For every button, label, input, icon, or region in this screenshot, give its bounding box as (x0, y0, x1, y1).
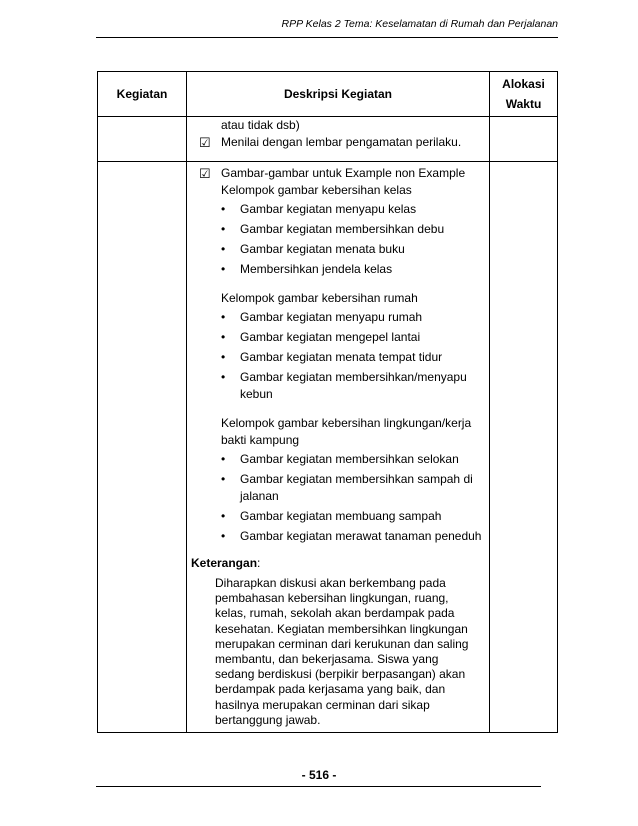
group-list (221, 451, 485, 545)
list-item (221, 471, 485, 505)
alokasi-cell (490, 162, 558, 733)
group-list (221, 309, 485, 403)
checked-box-icon: ☑ (199, 135, 211, 150)
bullet-icon: • (221, 370, 226, 384)
list-item-text: Gambar kegiatan menata buku (240, 242, 405, 256)
list-item (221, 261, 485, 278)
list-item (221, 508, 485, 525)
list-item-text: Gambar kegiatan mengepel lantai (240, 330, 421, 344)
bullet-icon: • (221, 350, 226, 364)
list-item-text: Gambar kegiatan membersihkan debu (240, 222, 445, 236)
bullet-icon: • (221, 472, 226, 486)
keterangan-label-text: Keterangan (191, 556, 258, 570)
footer-divider (96, 786, 541, 787)
bullet-icon: • (221, 222, 226, 236)
check-item-text: Menilai dengan lembar pengamatan perilaku. (221, 135, 462, 149)
checked-box-icon: ☑ (199, 166, 211, 181)
list-item-text: Gambar kegiatan menata tempat tidur (240, 350, 443, 364)
group-title: Kelompok gambar kebersihan lingkungan/kerja bakti kampung (221, 416, 472, 447)
list-item-text: Gambar kegiatan membuang sampah (240, 509, 442, 523)
list-item (221, 369, 485, 403)
header-alokasi-line2: Waktu (505, 97, 542, 111)
list-item (221, 329, 485, 346)
check-item-text: Gambar-gambar untuk Example non Example (221, 166, 466, 180)
bullet-icon: • (221, 330, 226, 344)
continued-text: atau tidak dsb) (221, 118, 300, 132)
group-title: Kelompok gambar kebersihan rumah (221, 291, 418, 305)
header-alokasi-line1: Alokasi (502, 77, 545, 91)
group-title: Kelompok gambar kebersihan kelas (221, 183, 412, 197)
list-item-text: Gambar kegiatan menyapu kelas (240, 202, 417, 216)
check-item (199, 165, 485, 182)
keterangan-text: Diharapkan diskusi akan berkembang pada pembahasan kebersihan lingkungan, ruang, kelas, rumah, sekolah akan berdampak pada kesehatan. Kegiatan membersihkan lingkungan merupakan cerminan dari kerukunan dan saling membantu, dan bekerjasama. Siswa yang sedang berdiskusi (berpikir berpasangan) akan berdampak pada kerjasama yang baik, dan hasilnya merupakan cerminan dari sikap bertanggung jawab. (215, 576, 469, 727)
list-item-text: Gambar kegiatan menyapu rumah (240, 310, 423, 324)
list-item-text: Gambar kegiatan membersihkan/menyapu kebun (240, 370, 467, 401)
bullet-icon: • (221, 202, 226, 216)
group-list (221, 201, 485, 278)
list-item (221, 528, 485, 545)
bullet-icon: • (221, 262, 226, 276)
alokasi-cell (490, 117, 558, 162)
bullet-icon: • (221, 509, 226, 523)
header-divider (96, 37, 558, 38)
check-item (199, 134, 485, 151)
list-item-text: Gambar kegiatan merawat tanaman peneduh (240, 529, 482, 543)
list-item (221, 201, 485, 218)
keterangan-label: Keterangan: (191, 556, 261, 570)
list-item-text: Gambar kegiatan membersihkan selokan (240, 452, 459, 466)
bullet-icon: • (221, 242, 226, 256)
list-item (221, 309, 485, 326)
table-row (98, 117, 558, 162)
deskripsi-cell (187, 162, 490, 733)
header-deskripsi: Deskripsi Kegiatan (187, 72, 490, 117)
bullet-icon: • (221, 529, 226, 543)
list-item (221, 349, 485, 366)
header-kegiatan: Kegiatan (98, 72, 187, 117)
list-item-text: Membersihkan jendela kelas (240, 262, 393, 276)
activity-table (97, 71, 558, 733)
list-item (221, 221, 485, 238)
table-header-row (98, 72, 558, 117)
deskripsi-cell (187, 117, 490, 162)
running-header: RPP Kelas 2 Tema: Keselamatan di Rumah dan Perjalanan (281, 18, 558, 30)
kegiatan-cell (98, 162, 187, 733)
table-row (98, 162, 558, 733)
bullet-icon: • (221, 452, 226, 466)
kegiatan-cell (98, 117, 187, 162)
page-number: - 516 - (301, 768, 337, 782)
list-item (221, 451, 485, 468)
bullet-icon: • (221, 310, 226, 324)
header-alokasi (490, 72, 558, 117)
list-item-text: Gambar kegiatan membersihkan sampah di jalanan (240, 472, 473, 503)
list-item (221, 241, 485, 258)
